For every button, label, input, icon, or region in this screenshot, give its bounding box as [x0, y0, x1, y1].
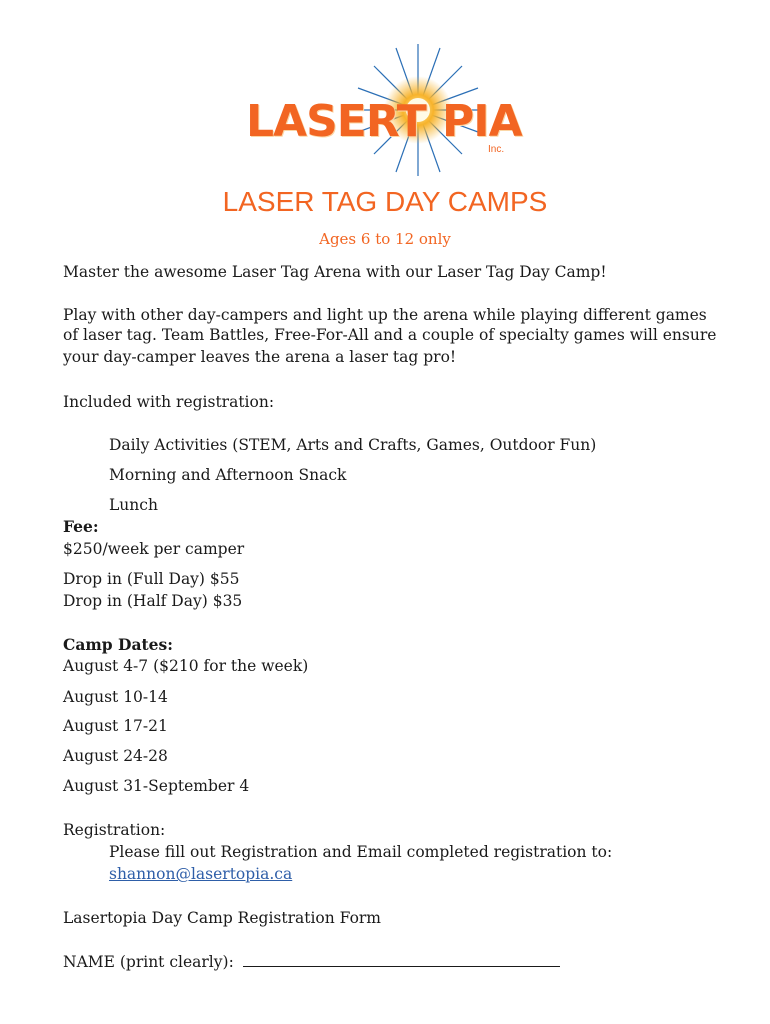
included-item: Daily Activities (STEM, Arts and Crafts, Games, Outdoor Fun) — [109, 436, 597, 454]
logo-inc: Inc. — [488, 144, 505, 155]
form-title: Lasertopia Day Camp Registration Form — [63, 909, 382, 927]
fee-heading: Fee: — [63, 517, 99, 536]
camp-date: August 31-September 4 — [63, 777, 250, 795]
camp-dates-heading: Camp Dates: — [63, 635, 173, 654]
description-line: of laser tag. Team Battles, Free-For-All and a couple of specialty games will ensure — [63, 326, 717, 344]
camp-date: August 10-14 — [63, 688, 168, 706]
camp-date: August 17-21 — [63, 717, 168, 735]
camp-date: August 4-7 ($210 for the week) — [63, 657, 309, 675]
registration-email-link[interactable]: shannon@lasertopia.ca — [109, 865, 293, 883]
registration-instruction: Please fill out Registration and Email completed registration to: — [109, 843, 613, 861]
fee-weekly: $250/week per camper — [63, 540, 245, 558]
included-item: Morning and Afternoon Snack — [109, 466, 347, 484]
fee-half-day: Drop in (Half Day) $35 — [63, 592, 243, 610]
name-input-line[interactable] — [243, 952, 560, 967]
camp-date: August 24-28 — [63, 747, 168, 765]
logo-wordmark-left: LASERT — [246, 96, 426, 147]
page-subtitle: Ages 6 to 12 only — [319, 230, 451, 248]
page-title: LASER TAG DAY CAMPS — [222, 186, 548, 217]
included-heading: Included with registration: — [63, 393, 275, 411]
name-field-label: NAME (print clearly): — [63, 953, 234, 971]
description-line: your day-camper leaves the arena a laser tag pro! — [63, 348, 457, 366]
registration-heading: Registration: — [63, 821, 166, 839]
lasertopia-logo — [240, 40, 530, 180]
name-field-row — [63, 951, 560, 973]
logo-wordmark-right: PIA — [442, 96, 522, 147]
fee-full-day: Drop in (Full Day) $55 — [63, 570, 240, 588]
description-line: Play with other day-campers and light up the arena while playing different games — [63, 306, 707, 324]
included-item: Lunch — [109, 496, 158, 514]
intro-text: Master the awesome Laser Tag Arena with our Laser Tag Day Camp! — [63, 263, 607, 281]
